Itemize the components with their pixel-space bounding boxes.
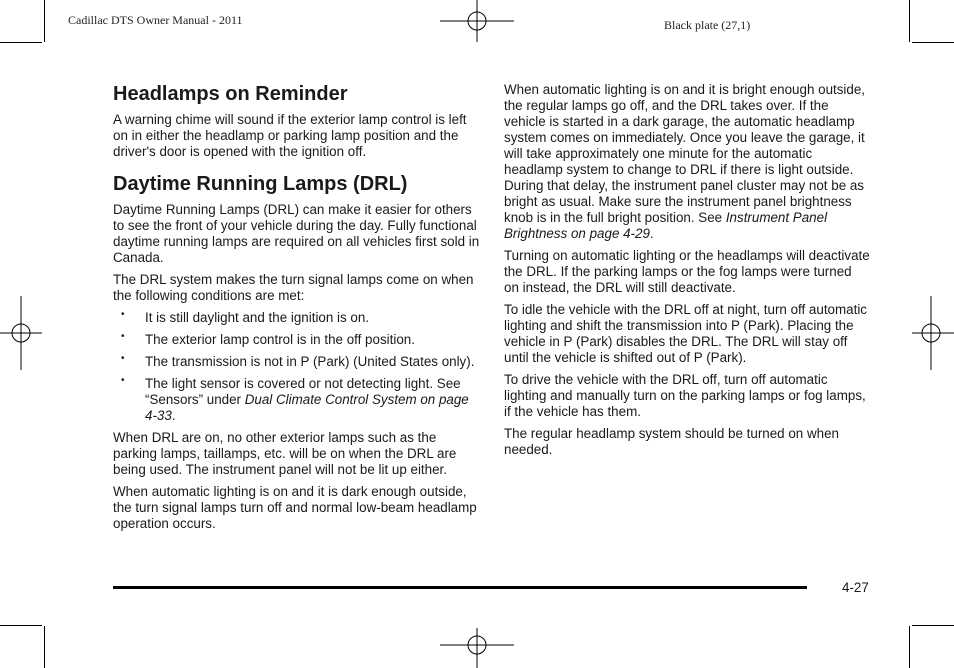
right-column: [504, 82, 870, 464]
cross-reference-link[interactable]: Dual Climate Control System on page 4-33: [145, 392, 469, 423]
paragraph: When automatic lighting is on and it is dark enough outside, the turn signal lamps turn off and normal low-beam headlamp operation occurs.: [113, 484, 477, 531]
paragraph: When DRL are on, no other exterior lamps such as the parking lamps, taillamps, etc. will be on when the DRL are being used. The instrument panel will not be lit up either.: [113, 430, 457, 477]
paragraph: When automatic lighting is on and it is bright enough outside, the regular lamps go off, and the DRL takes over. If the vehicle is started in a dark garage, the automatic headlamp system comes on immediately. Once you leave the garage, it will take approximately one minute for the automatic headlamp system to change to DRL if there is light outside. During that delay, the instrument panel cluster may not be as bright as usual. Make sure the instrument panel brightness knob is in the full bright position. See Instrument Panel Brightness on page 4-29.: [504, 82, 866, 241]
paragraph: The regular headlamp system should be turned on when needed.: [504, 426, 839, 457]
paragraph: To drive the vehicle with the DRL off, turn off automatic lighting and manually turn on the parking lamps or fog lamps, if the vehicle has them.: [504, 372, 866, 419]
section-title-drl: Daytime Running Lamps (DRL): [113, 173, 408, 195]
page-number: 4-27: [842, 580, 869, 595]
paragraph: Daytime Running Lamps (DRL) can make it easier for others to see the front of your vehicle during the day. Fully functional daytime running lamps are required on all vehicles first sold in Canada.: [113, 202, 480, 265]
header-manual-title: Cadillac DTS Owner Manual - 2011: [68, 13, 243, 27]
list-item: • It is still daylight and the ignition is on.: [121, 309, 370, 325]
footer-rule: [113, 586, 807, 589]
paragraph: The DRL system makes the turn signal lamps come on when the following conditions are met:: [113, 272, 474, 303]
bullet-icon: •: [121, 331, 125, 342]
left-column: [113, 82, 483, 538]
paragraph: To idle the vehicle with the DRL off at night, turn off automatic lighting and shift the transmission into P (Park). Placing the vehicle in P (Park) disables the DRL. The DRL will stay off until the vehicle is shifted out of P (Park).: [504, 302, 867, 365]
header-plate-label: Black plate (27,1): [664, 18, 751, 32]
section-title-headlamps-reminder: Headlamps on Reminder: [113, 83, 348, 105]
bullet-icon: •: [121, 375, 125, 386]
list-item: • The exterior lamp control is in the off position.: [121, 331, 415, 347]
registration-target-top: [440, 0, 514, 44]
list-item: • The light sensor is covered or not detecting light. See “Sensors” under Dual Climate Control System on page 4-33.: [121, 375, 469, 423]
registration-target-bottom: [440, 626, 514, 668]
registration-target-left: [0, 296, 44, 370]
paragraph: Turning on automatic lighting or the headlamps will deactivate the DRL. If the parking lamps or the fog lamps were turned on instead, the DRL will still deactivate.: [504, 248, 870, 295]
list-item: • The transmission is not in P (Park) (United States only).: [121, 353, 475, 369]
registration-target-right: [910, 296, 954, 370]
bullet-icon: •: [121, 309, 125, 320]
paragraph: A warning chime will sound if the exterior lamp control is left on in either the headlamp or parking lamp position and the driver's door is opened with the ignition off.: [113, 112, 467, 159]
bullet-icon: •: [121, 353, 125, 364]
cross-reference-link[interactable]: Instrument Panel Brightness on page 4-29: [504, 210, 828, 241]
conditions-list: [113, 310, 483, 424]
